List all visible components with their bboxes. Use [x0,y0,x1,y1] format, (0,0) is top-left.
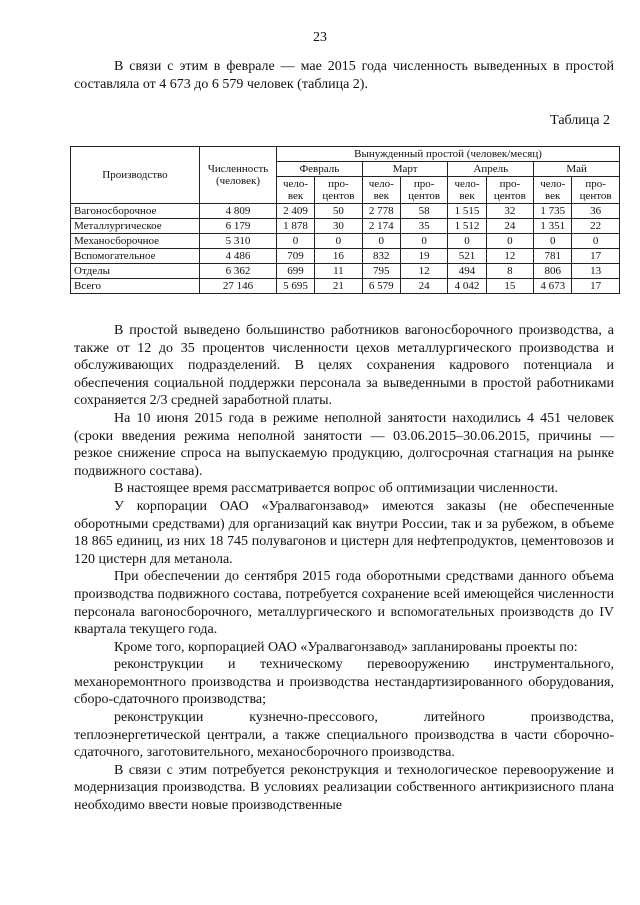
cell-value: 0 [362,234,400,249]
cell-value: 709 [277,249,315,264]
paragraph: В простой выведено большинство работников вагоносборочного производства, а также от 12 до 35 процентов численности цехов металлургического производства и обслуживающих подразделений. В целях сохранения кадрового потенциала и обеспечения социальной поддержки персонала за выведенными в простой работниками сохраняется 2/3 средней заработной платы. [74,323,614,409]
cell-value: 36 [572,204,620,219]
table-caption: Таблица 2 [550,113,610,128]
cell-value: 21 [315,279,363,294]
cell-value: 24 [400,279,448,294]
cell-value: 2 174 [362,219,400,234]
header-people: чело-век [362,177,400,204]
cell-value: 22 [572,219,620,234]
header-percent: про-центов [315,177,363,204]
table-row [71,264,620,279]
header-month: Май [534,162,620,177]
cell-value: 806 [534,264,572,279]
cell-value: 17 [572,279,620,294]
cell-value: 0 [572,234,620,249]
cell-value: 0 [277,234,315,249]
cell-value: 12 [400,264,448,279]
paragraph: При обеспечении до сентября 2015 года оборотными средствами данного объема производства подвижного состава, потребуется сохранение всей имеющейся численности персонала вагоносборочного, металлургического и вспомогательных производств до IV квартала текущего года. [74,569,614,638]
row-total: 6 179 [200,219,277,234]
row-name: Всего [71,279,200,294]
cell-value: 1 735 [534,204,572,219]
cell-value: 4 673 [534,279,572,294]
table-row-total [71,279,620,294]
header-total: Численность (человек) [200,147,277,204]
paragraph: В связи с этим потребуется реконструкция и технологическое перевооружение и модернизация производства. В условиях реализации собственного антикризисного плана необходимо ввести новые производственные [74,762,614,814]
header-percent: про-центов [486,177,534,204]
cell-value: 15 [486,279,534,294]
cell-value: 16 [315,249,363,264]
cell-value: 30 [315,219,363,234]
paragraph: В настоящее время рассматривается вопрос об оптимизации численности. [114,481,559,497]
paragraph: реконструкции кузнечно-прессового, литейного производства, теплоэнергетической централи, а также специального производства в части сборочно-сдаточного, заготовительного, механосборочного производства. [74,710,614,761]
cell-value: 781 [534,249,572,264]
row-name: Механосборочное [71,234,200,249]
row-name: Металлургическое [71,219,200,234]
cell-value: 12 [486,249,534,264]
cell-value: 1 878 [277,219,315,234]
cell-value: 0 [534,234,572,249]
page-number: 23 [313,30,327,45]
table-row [71,234,620,249]
cell-value: 832 [362,249,400,264]
cell-value: 795 [362,264,400,279]
cell-value: 5 695 [277,279,315,294]
paragraph: У корпорации ОАО «Уралвагонзавод» имеются заказы (не обеспеченные оборотными средствами) для организаций как внутри России, так и за рубежом, в объеме 18 865 единиц, из них 18 745 полувагонов и цистерн для нефтепродуктов, цементовозов и 120 цистерн для метанола. [74,498,614,567]
row-total: 4 809 [200,204,277,219]
row-total: 4 486 [200,249,277,264]
cell-value: 1 351 [534,219,572,234]
cell-value: 521 [448,249,486,264]
row-total: 27 146 [200,279,277,294]
cell-value: 1 515 [448,204,486,219]
cell-value: 494 [448,264,486,279]
header-month: Апрель [448,162,534,177]
cell-value: 2 778 [362,204,400,219]
header-month: Март [362,162,448,177]
cell-value: 0 [486,234,534,249]
cell-value: 17 [572,249,620,264]
header-downtime-group: Вынужденный простой (человек/месяц) [277,147,620,162]
lead-paragraph: В связи с этим в феврале — мае 2015 года численность выведенных в простой составляла от 4 673 до 6 579 человек (таблица 2). [74,59,614,92]
cell-value: 1 512 [448,219,486,234]
cell-value: 19 [400,249,448,264]
cell-value: 13 [572,264,620,279]
cell-value: 58 [400,204,448,219]
header-production: Производство [71,147,200,204]
cell-value: 2 409 [277,204,315,219]
row-name: Отделы [71,264,200,279]
row-total: 5 310 [200,234,277,249]
cell-value: 24 [486,219,534,234]
header-people: чело-век [534,177,572,204]
cell-value: 50 [315,204,363,219]
cell-value: 0 [400,234,448,249]
header-people: чело-век [448,177,486,204]
cell-value: 0 [448,234,486,249]
paragraph: Кроме того, корпорацией ОАО «Уралвагонзавод» запланированы проекты по: [114,639,578,655]
header-people: чело-век [277,177,315,204]
cell-value: 35 [400,219,448,234]
row-name: Вспомогательное [71,249,200,264]
cell-value: 11 [315,264,363,279]
cell-value: 4 042 [448,279,486,294]
row-total: 6 362 [200,264,277,279]
header-percent: про-центов [400,177,448,204]
table-row [71,219,620,234]
row-name: Вагоносборочное [71,204,200,219]
paragraph: реконструкции и техническому перевооружению инструментального, механоремонтного производства и производства нестандартизированного оборудования, сборо-сдаточного производства; [74,657,614,708]
paragraph: На 10 июня 2015 года в режиме неполной занятости находились 4 451 человек (сроки введения режима неполной занятости — 03.06.2015–30.06.2015, причины — резкое снижение спроса на выпускаемую продукцию, долгосрочная стагнация на рынке подвижного состава). [74,410,614,479]
cell-value: 8 [486,264,534,279]
cell-value: 699 [277,264,315,279]
table-row [71,249,620,264]
cell-value: 0 [315,234,363,249]
header-percent: про-центов [572,177,620,204]
header-month: Февраль [277,162,363,177]
staff-downtime-table [70,146,620,294]
cell-value: 32 [486,204,534,219]
table-row [71,204,620,219]
body-text [74,322,614,815]
cell-value: 6 579 [362,279,400,294]
